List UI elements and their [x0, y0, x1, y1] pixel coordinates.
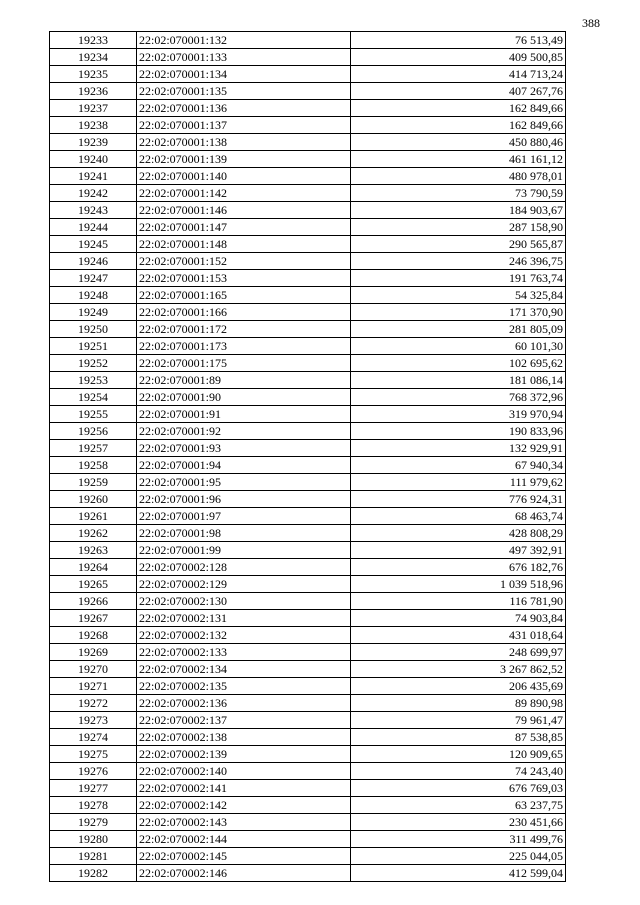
row-number-cell: 19250: [50, 321, 137, 338]
cadastral-number-cell: 22:02:070002:135: [137, 678, 351, 695]
cadastral-number-cell: 22:02:070001:146: [137, 202, 351, 219]
cadastral-value-cell: 776 924,31: [351, 491, 566, 508]
table-row: [50, 117, 566, 134]
cadastral-number-cell: 22:02:070001:136: [137, 100, 351, 117]
row-number-cell: 19243: [50, 202, 137, 219]
cadastral-value-cell: 319 970,94: [351, 406, 566, 423]
row-number-cell: 19245: [50, 236, 137, 253]
cadastral-value-cell: 190 833,96: [351, 423, 566, 440]
cadastral-value-cell: 60 101,30: [351, 338, 566, 355]
table-row: [50, 219, 566, 236]
cadastral-value-cell: 162 849,66: [351, 117, 566, 134]
row-number-cell: 19256: [50, 423, 137, 440]
cadastral-value-cell: 246 396,75: [351, 253, 566, 270]
table-row: [50, 542, 566, 559]
cadastral-value-cell: 74 243,40: [351, 763, 566, 780]
row-number-cell: 19275: [50, 746, 137, 763]
cadastral-number-cell: 22:02:070002:130: [137, 593, 351, 610]
table-body: [50, 32, 566, 882]
cadastral-number-cell: 22:02:070001:165: [137, 287, 351, 304]
cadastral-value-cell: 68 463,74: [351, 508, 566, 525]
cadastral-number-cell: 22:02:070001:135: [137, 83, 351, 100]
cadastral-value-cell: 73 790,59: [351, 185, 566, 202]
row-number-cell: 19267: [50, 610, 137, 627]
table-row: [50, 831, 566, 848]
table-row: [50, 304, 566, 321]
row-number-cell: 19269: [50, 644, 137, 661]
table-row: [50, 151, 566, 168]
cadastral-number-cell: 22:02:070001:98: [137, 525, 351, 542]
cadastral-number-cell: 22:02:070001:89: [137, 372, 351, 389]
cadastral-number-cell: 22:02:070001:132: [137, 32, 351, 49]
cadastral-value-cell: 171 370,90: [351, 304, 566, 321]
row-number-cell: 19261: [50, 508, 137, 525]
cadastral-value-cell: 120 909,65: [351, 746, 566, 763]
cadastral-number-cell: 22:02:070001:134: [137, 66, 351, 83]
cadastral-number-cell: 22:02:070001:133: [137, 49, 351, 66]
cadastral-value-cell: 431 018,64: [351, 627, 566, 644]
cadastral-value-cell: 407 267,76: [351, 83, 566, 100]
cadastral-number-cell: 22:02:070001:142: [137, 185, 351, 202]
cadastral-number-cell: 22:02:070002:145: [137, 848, 351, 865]
table-row: [50, 474, 566, 491]
table-row: [50, 423, 566, 440]
row-number-cell: 19274: [50, 729, 137, 746]
row-number-cell: 19234: [50, 49, 137, 66]
table-row: [50, 287, 566, 304]
cadastral-value-cell: 428 808,29: [351, 525, 566, 542]
row-number-cell: 19239: [50, 134, 137, 151]
row-number-cell: 19272: [50, 695, 137, 712]
cadastral-number-cell: 22:02:070001:137: [137, 117, 351, 134]
cadastral-number-cell: 22:02:070001:94: [137, 457, 351, 474]
cadastral-value-cell: 111 979,62: [351, 474, 566, 491]
cadastral-number-cell: 22:02:070001:153: [137, 270, 351, 287]
row-number-cell: 19282: [50, 865, 137, 882]
table-row: [50, 134, 566, 151]
table-row: [50, 559, 566, 576]
cadastral-value-cell: 412 599,04: [351, 865, 566, 882]
cadastral-value-cell: 76 513,49: [351, 32, 566, 49]
cadastral-value-cell: 676 182,76: [351, 559, 566, 576]
cadastral-number-cell: 22:02:070002:141: [137, 780, 351, 797]
cadastral-value-cell: 248 699,97: [351, 644, 566, 661]
row-number-cell: 19265: [50, 576, 137, 593]
table-row: [50, 644, 566, 661]
cadastral-number-cell: 22:02:070002:128: [137, 559, 351, 576]
cadastral-value-cell: 225 044,05: [351, 848, 566, 865]
row-number-cell: 19266: [50, 593, 137, 610]
table-row: [50, 100, 566, 117]
row-number-cell: 19258: [50, 457, 137, 474]
table-row: [50, 525, 566, 542]
table-row: [50, 576, 566, 593]
row-number-cell: 19263: [50, 542, 137, 559]
row-number-cell: 19264: [50, 559, 137, 576]
table-row: [50, 746, 566, 763]
cadastral-number-cell: 22:02:070001:175: [137, 355, 351, 372]
row-number-cell: 19277: [50, 780, 137, 797]
row-number-cell: 19240: [50, 151, 137, 168]
row-number-cell: 19238: [50, 117, 137, 134]
row-number-cell: 19280: [50, 831, 137, 848]
cadastral-value-cell: 497 392,91: [351, 542, 566, 559]
table-row: [50, 389, 566, 406]
cadastral-number-cell: 22:02:070002:136: [137, 695, 351, 712]
cadastral-value-cell: 281 805,09: [351, 321, 566, 338]
cadastral-number-cell: 22:02:070001:91: [137, 406, 351, 423]
cadastral-number-cell: 22:02:070001:147: [137, 219, 351, 236]
row-number-cell: 19252: [50, 355, 137, 372]
cadastral-value-cell: 409 500,85: [351, 49, 566, 66]
cadastral-value-cell: 181 086,14: [351, 372, 566, 389]
cadastral-value-cell: 311 499,76: [351, 831, 566, 848]
table-row: [50, 185, 566, 202]
table-row: [50, 678, 566, 695]
row-number-cell: 19262: [50, 525, 137, 542]
row-number-cell: 19257: [50, 440, 137, 457]
cadastral-value-cell: 1 039 518,96: [351, 576, 566, 593]
cadastral-number-cell: 22:02:070002:138: [137, 729, 351, 746]
cadastral-number-cell: 22:02:070001:90: [137, 389, 351, 406]
page-number: 388: [582, 16, 600, 30]
cadastral-number-cell: 22:02:070001:138: [137, 134, 351, 151]
row-number-cell: 19237: [50, 100, 137, 117]
cadastral-value-cell: 162 849,66: [351, 100, 566, 117]
row-number-cell: 19278: [50, 797, 137, 814]
cadastral-value-cell: 79 961,47: [351, 712, 566, 729]
cadastral-number-cell: 22:02:070002:137: [137, 712, 351, 729]
cadastral-value-cell: 450 880,46: [351, 134, 566, 151]
cadastral-value-cell: 132 929,91: [351, 440, 566, 457]
table-row: [50, 270, 566, 287]
row-number-cell: 19235: [50, 66, 137, 83]
cadastral-number-cell: 22:02:070001:152: [137, 253, 351, 270]
cadastral-value-cell: 67 940,34: [351, 457, 566, 474]
cadastral-number-cell: 22:02:070001:148: [137, 236, 351, 253]
row-number-cell: 19244: [50, 219, 137, 236]
cadastral-number-cell: 22:02:070001:166: [137, 304, 351, 321]
cadastral-value-cell: 290 565,87: [351, 236, 566, 253]
row-number-cell: 19273: [50, 712, 137, 729]
cadastral-number-cell: 22:02:070001:139: [137, 151, 351, 168]
cadastral-number-cell: 22:02:070002:146: [137, 865, 351, 882]
cadastral-number-cell: 22:02:070001:92: [137, 423, 351, 440]
row-number-cell: 19241: [50, 168, 137, 185]
cadastral-number-cell: 22:02:070002:140: [137, 763, 351, 780]
table-row: [50, 168, 566, 185]
table-row: [50, 338, 566, 355]
table-row: [50, 593, 566, 610]
row-number-cell: 19255: [50, 406, 137, 423]
table-row: [50, 848, 566, 865]
table-row: [50, 457, 566, 474]
row-number-cell: 19281: [50, 848, 137, 865]
table-row: [50, 695, 566, 712]
cadastral-number-cell: 22:02:070002:142: [137, 797, 351, 814]
table-row: [50, 83, 566, 100]
cadastral-number-cell: 22:02:070001:93: [137, 440, 351, 457]
row-number-cell: 19254: [50, 389, 137, 406]
table-row: [50, 627, 566, 644]
table-row: [50, 661, 566, 678]
row-number-cell: 19233: [50, 32, 137, 49]
row-number-cell: 19268: [50, 627, 137, 644]
cadastral-value-cell: 184 903,67: [351, 202, 566, 219]
table-row: [50, 763, 566, 780]
cadastral-value-cell: 414 713,24: [351, 66, 566, 83]
cadastral-value-cell: 191 763,74: [351, 270, 566, 287]
cadastral-value-cell: 87 538,85: [351, 729, 566, 746]
cadastral-number-cell: 22:02:070002:129: [137, 576, 351, 593]
row-number-cell: 19253: [50, 372, 137, 389]
cadastral-value-cell: 102 695,62: [351, 355, 566, 372]
cadastral-number-cell: 22:02:070001:96: [137, 491, 351, 508]
table-row: [50, 780, 566, 797]
cadastral-number-cell: 22:02:070002:134: [137, 661, 351, 678]
table-row: [50, 610, 566, 627]
table-row: [50, 66, 566, 83]
cadastral-value-cell: 768 372,96: [351, 389, 566, 406]
row-number-cell: 19279: [50, 814, 137, 831]
cadastral-value-cell: 480 978,01: [351, 168, 566, 185]
row-number-cell: 19242: [50, 185, 137, 202]
cadastral-value-cell: 116 781,90: [351, 593, 566, 610]
table-row: [50, 32, 566, 49]
row-number-cell: 19247: [50, 270, 137, 287]
cadastral-value-cell: 206 435,69: [351, 678, 566, 695]
cadastral-value-cell: 54 325,84: [351, 287, 566, 304]
table-row: [50, 491, 566, 508]
cadastral-number-cell: 22:02:070001:97: [137, 508, 351, 525]
cadastral-number-cell: 22:02:070001:95: [137, 474, 351, 491]
table-row: [50, 729, 566, 746]
cadastral-number-cell: 22:02:070002:143: [137, 814, 351, 831]
row-number-cell: 19259: [50, 474, 137, 491]
row-number-cell: 19248: [50, 287, 137, 304]
row-number-cell: 19270: [50, 661, 137, 678]
cadastral-value-cell: 74 903,84: [351, 610, 566, 627]
row-number-cell: 19246: [50, 253, 137, 270]
cadastral-value-table: [49, 31, 566, 882]
cadastral-value-cell: 230 451,66: [351, 814, 566, 831]
row-number-cell: 19236: [50, 83, 137, 100]
cadastral-value-cell: 63 237,75: [351, 797, 566, 814]
table-row: [50, 321, 566, 338]
table-row: [50, 406, 566, 423]
table-row: [50, 865, 566, 882]
row-number-cell: 19271: [50, 678, 137, 695]
cadastral-number-cell: 22:02:070001:172: [137, 321, 351, 338]
table-row: [50, 355, 566, 372]
cadastral-number-cell: 22:02:070002:139: [137, 746, 351, 763]
row-number-cell: 19251: [50, 338, 137, 355]
cadastral-number-cell: 22:02:070002:144: [137, 831, 351, 848]
row-number-cell: 19276: [50, 763, 137, 780]
table-row: [50, 440, 566, 457]
cadastral-number-cell: 22:02:070002:132: [137, 627, 351, 644]
cadastral-value-cell: 287 158,90: [351, 219, 566, 236]
cadastral-number-cell: 22:02:070002:131: [137, 610, 351, 627]
row-number-cell: 19260: [50, 491, 137, 508]
row-number-cell: 19249: [50, 304, 137, 321]
cadastral-number-cell: 22:02:070001:140: [137, 168, 351, 185]
cadastral-number-cell: 22:02:070001:173: [137, 338, 351, 355]
table-row: [50, 253, 566, 270]
cadastral-number-cell: 22:02:070001:99: [137, 542, 351, 559]
table-row: [50, 236, 566, 253]
table-row: [50, 797, 566, 814]
table-row: [50, 372, 566, 389]
table-row: [50, 814, 566, 831]
cadastral-value-cell: 676 769,03: [351, 780, 566, 797]
cadastral-number-cell: 22:02:070002:133: [137, 644, 351, 661]
cadastral-value-cell: 89 890,98: [351, 695, 566, 712]
table-row: [50, 49, 566, 66]
cadastral-value-cell: 3 267 862,52: [351, 661, 566, 678]
table-row: [50, 508, 566, 525]
cadastral-value-cell: 461 161,12: [351, 151, 566, 168]
table-row: [50, 202, 566, 219]
table-row: [50, 712, 566, 729]
